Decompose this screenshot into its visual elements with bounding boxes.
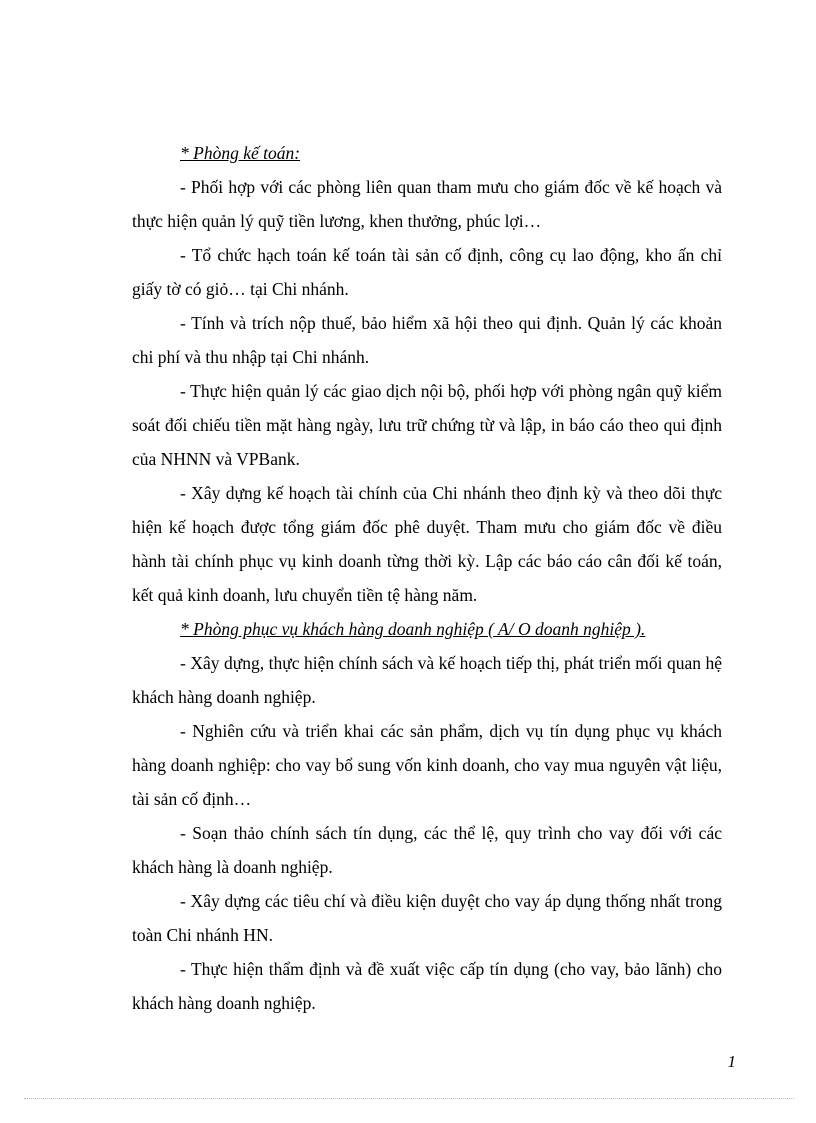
paragraph: - Thực hiện thẩm định và đề xuất việc cấp tín dụng (cho vay, bảo lãnh) cho khách hàng doanh nghiệp. xyxy=(132,959,722,1013)
paragraph: - Phối hợp với các phòng liên quan tham mưu cho giám đốc về kế hoạch và thực hiện quản lý quỹ tiền lương, khen thưởng, phúc lợi… xyxy=(132,177,722,231)
page-number: 1 xyxy=(727,1052,736,1071)
heading-text: * Phòng phục vụ khách hàng doanh nghiệp ( A/ O doanh nghiệp ). xyxy=(180,619,646,639)
paragraph: - Xây dựng kế hoạch tài chính của Chi nhánh theo định kỳ và theo dõi thực hiện kế hoạch được tổng giám đốc phê duyệt. Tham mưu cho giám đốc về điều hành tài chính phục vụ kinh doanh từng thời kỳ. Lập các báo cáo cân đối kế toán, kết quả kinh doanh, lưu chuyển tiền tệ hàng năm. xyxy=(132,483,722,605)
paragraph: - Xây dựng các tiêu chí và điều kiện duyệt cho vay áp dụng thống nhất trong toàn Chi nhánh HN. xyxy=(132,891,722,945)
footer-divider xyxy=(24,1098,794,1099)
paragraph: - Nghiên cứu và triển khai các sản phẩm, dịch vụ tín dụng phục vụ khách hàng doanh nghiệp: cho vay bổ sung vốn kinh doanh, cho vay mua nguyên vật liệu, tài sản cố định… xyxy=(132,721,722,809)
heading-text: * Phòng kế toán: xyxy=(180,143,301,163)
document-body xyxy=(132,136,722,1020)
paragraph: - Xây dựng, thực hiện chính sách và kế hoạch tiếp thị, phát triển mối quan hệ khách hàng doanh nghiệp. xyxy=(132,653,722,707)
section-heading-corporate-customers xyxy=(132,612,722,646)
paragraph: - Soạn thảo chính sách tín dụng, các thể lệ, quy trình cho vay đối với các khách hàng là doanh nghiệp. xyxy=(132,823,722,877)
paragraph: - Thực hiện quản lý các giao dịch nội bộ, phối hợp với phòng ngân quỹ kiểm soát đối chiếu tiền mặt hàng ngày, lưu trữ chứng từ và lập, in báo cáo theo qui định của NHNN và VPBank. xyxy=(132,381,722,469)
paragraph: - Tính và trích nộp thuế, bảo hiểm xã hội theo qui định. Quản lý các khoản chi phí và thu nhập tại Chi nhánh. xyxy=(132,313,722,367)
section-heading-accounting xyxy=(132,136,722,170)
paragraph: - Tổ chức hạch toán kế toán tài sản cố định, công cụ lao động, kho ấn chỉ giấy tờ có giỏ… tại Chi nhánh. xyxy=(132,245,722,299)
